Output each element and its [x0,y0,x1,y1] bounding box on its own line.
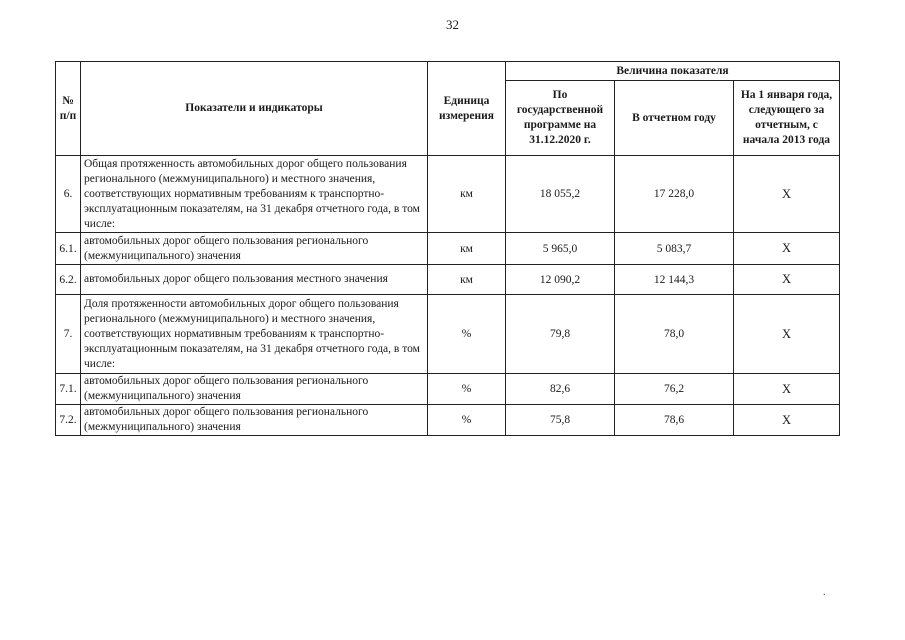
header-indicators: Показатели и индикаторы [81,62,428,156]
header-row-top [56,62,840,81]
row-program-value: 18 055,2 [506,156,615,233]
row-unit: км [428,156,506,233]
table-row [56,374,840,405]
row-reporting-value: 17 228,0 [615,156,734,233]
row-reporting-value: 78,6 [615,405,734,436]
header-value-group: Величина показателя [506,62,840,81]
row-indicator-name: автомобильных дорог общего пользования местного значения [81,265,428,295]
row-indicator-name: Доля протяженности автомобильных дорог общего пользования регионального (межмуниципального) и местного значения, соответствующих нормативным требованиям к транспортно-эксплуатационным показателям, на 31 декабря отчетного года, в том числе: [81,295,428,374]
header-num: № п/п [56,62,81,156]
row-next-year-value: Х [734,405,840,436]
row-program-value: 82,6 [506,374,615,405]
row-next-year-value: Х [734,233,840,265]
row-unit: % [428,295,506,374]
scan-speck-mark: . [823,587,826,598]
table-row [56,156,840,233]
row-indicator-name: автомобильных дорог общего пользования регионального (межмуниципального) значения [81,374,428,405]
table-row [56,265,840,295]
row-reporting-value: 5 083,7 [615,233,734,265]
row-next-year-value: Х [734,374,840,405]
row-next-year-value: Х [734,156,840,233]
row-next-year-value: Х [734,265,840,295]
header-next-year: На 1 января года, следующего за отчетным, с начала 2013 года [734,81,840,156]
header-unit: Единица измерения [428,62,506,156]
row-number: 7.2. [56,405,81,436]
row-reporting-value: 12 144,3 [615,265,734,295]
row-reporting-value: 78,0 [615,295,734,374]
row-number: 6. [56,156,81,233]
header-reporting-year: В отчетном году [615,81,734,156]
row-number: 6.1. [56,233,81,265]
table-row [56,233,840,265]
row-program-value: 5 965,0 [506,233,615,265]
page-number: 32 [446,17,459,32]
header-by-program: По государственной программе на 31.12.2020 г. [506,81,615,156]
row-unit: % [428,405,506,436]
row-next-year-value: Х [734,295,840,374]
row-indicator-name: автомобильных дорог общего пользования регионального (межмуниципального) значения [81,233,428,265]
table-row [56,405,840,436]
row-unit: % [428,374,506,405]
row-program-value: 75,8 [506,405,615,436]
indicators-table [55,61,840,436]
row-number: 7.1. [56,374,81,405]
row-unit: км [428,233,506,265]
row-number: 6.2. [56,265,81,295]
table-row [56,295,840,374]
row-number: 7. [56,295,81,374]
row-reporting-value: 76,2 [615,374,734,405]
row-indicator-name: Общая протяженность автомобильных дорог общего пользования регионального (межмуниципального) и местного значения, соответствующих нормативным требованиям к транспортно-эксплуатационным показателям, на 31 декабря отчетного года, в том числе: [81,156,428,233]
row-program-value: 12 090,2 [506,265,615,295]
row-indicator-name: автомобильных дорог общего пользования регионального (межмуниципального) значения [81,405,428,436]
row-program-value: 79,8 [506,295,615,374]
row-unit: км [428,265,506,295]
